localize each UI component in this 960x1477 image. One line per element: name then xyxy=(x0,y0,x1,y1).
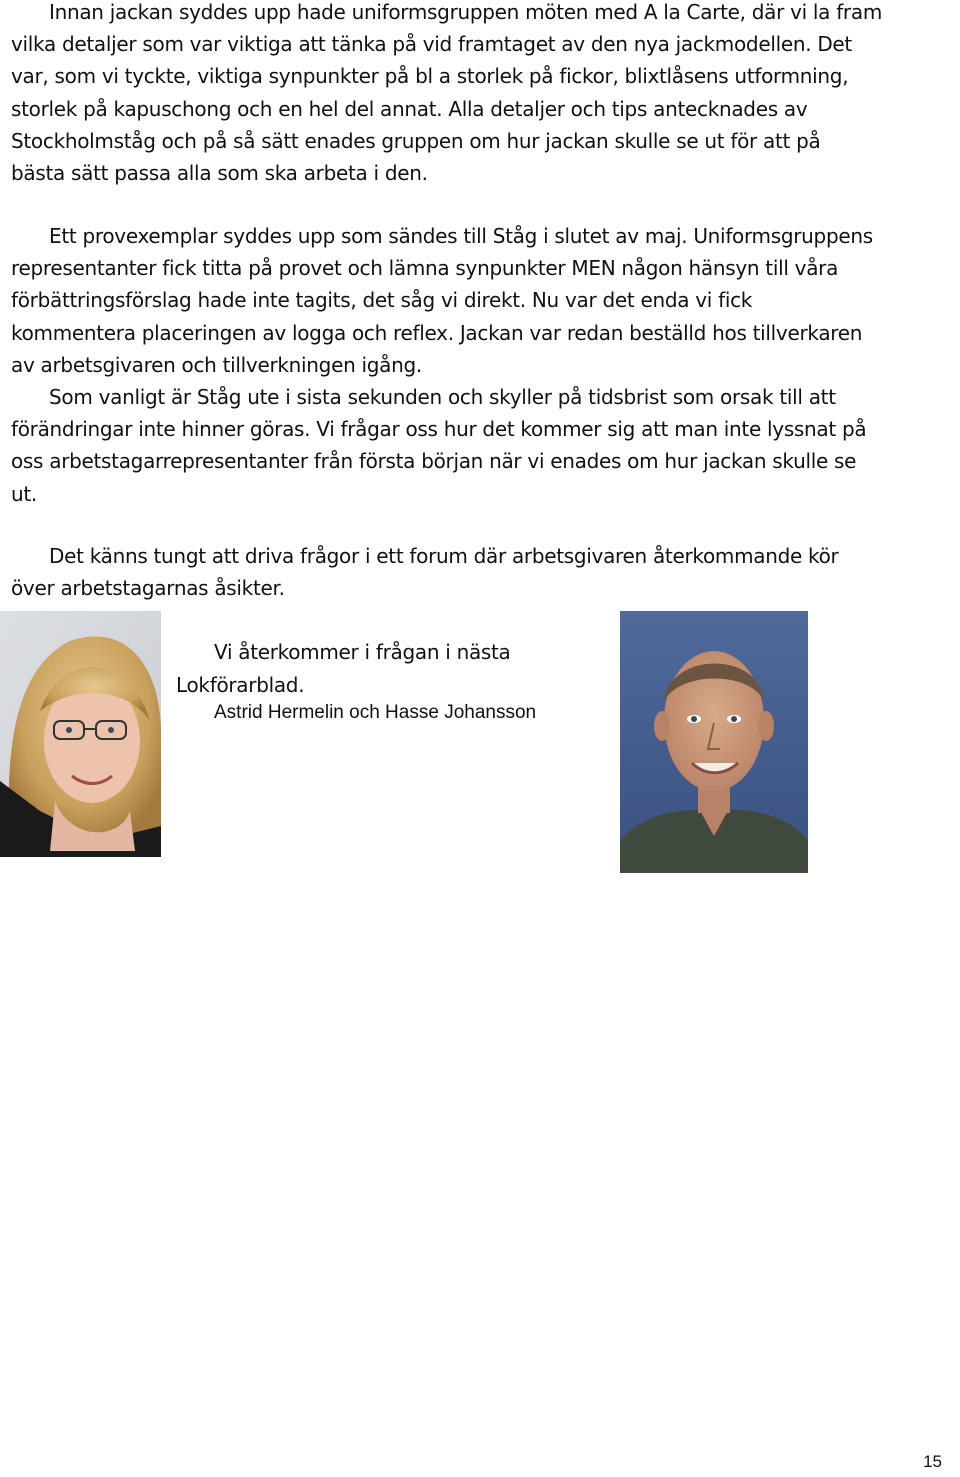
text-line: storlek på kapuschong och en hel del annat. Alla detaljer och tips antecknades av xyxy=(11,96,808,121)
text-line: oss arbetstagarrepresentanter från första början när vi enades om hur jackan skulle se xyxy=(11,449,857,474)
text-line: Som vanligt är Ståg ute i sista sekunden och skyller på tidsbrist som orsak till att xyxy=(49,385,836,410)
text-line: över arbetstagarnas åsikter. xyxy=(11,576,285,601)
portrait-photo-hasse xyxy=(620,611,808,873)
page-number: 15 xyxy=(923,1452,942,1471)
text-line: Vi återkommer i frågan i nästa xyxy=(214,640,511,664)
article-paragraph-3 xyxy=(11,540,957,604)
text-line: Ett provexemplar syddes upp som sändes till Ståg i slutet av maj. Uniformsgruppens xyxy=(49,224,873,248)
article-paragraph-1 xyxy=(11,0,957,189)
text-line: kommentera placeringen av logga och reflex. Jackan var redan beställd hos tillverkaren xyxy=(11,320,863,345)
closing-remark xyxy=(176,636,606,702)
text-line: Stockholmståg och på så sätt enades gruppen om hur jackan skulle se ut för att på xyxy=(11,128,821,153)
text-line: bästa sätt passa alla som ska arbeta i den. xyxy=(11,161,428,186)
text-line: Innan jackan syddes upp hade uniformsgruppen möten med A la Carte, där vi la fram xyxy=(49,0,882,24)
portrait-photo-astrid xyxy=(0,611,161,857)
text-line: förbättringsförslag hade inte tagits, det såg vi direkt. Nu var det enda vi fick xyxy=(11,288,753,313)
text-line: förändringar inte hinner göras. Vi frågar oss hur det kommer sig att man inte lyssnat på xyxy=(11,417,867,442)
text-line: Lokförarblad. xyxy=(176,673,305,697)
article-paragraph-2 xyxy=(11,220,957,510)
text-line: representanter fick titta på provet och lämna synpunkter MEN någon hänsyn till våra xyxy=(11,256,839,281)
text-line: vilka detaljer som var viktiga att tänka på vid framtaget av den nya jackmodellen. Det xyxy=(11,32,852,57)
text-line: ut. xyxy=(11,481,37,506)
text-line: Det känns tungt att driva frågor i ett forum där arbetsgivaren återkommande kör xyxy=(49,544,839,568)
text-line: var, som vi tyckte, viktiga synpunkter på bl a storlek på fickor, blixtlåsens utformning, xyxy=(11,64,849,89)
author-signature: Astrid Hermelin och Hasse Johansson xyxy=(214,702,537,723)
text-line: av arbetsgivaren och tillverkningen igång. xyxy=(11,352,422,377)
